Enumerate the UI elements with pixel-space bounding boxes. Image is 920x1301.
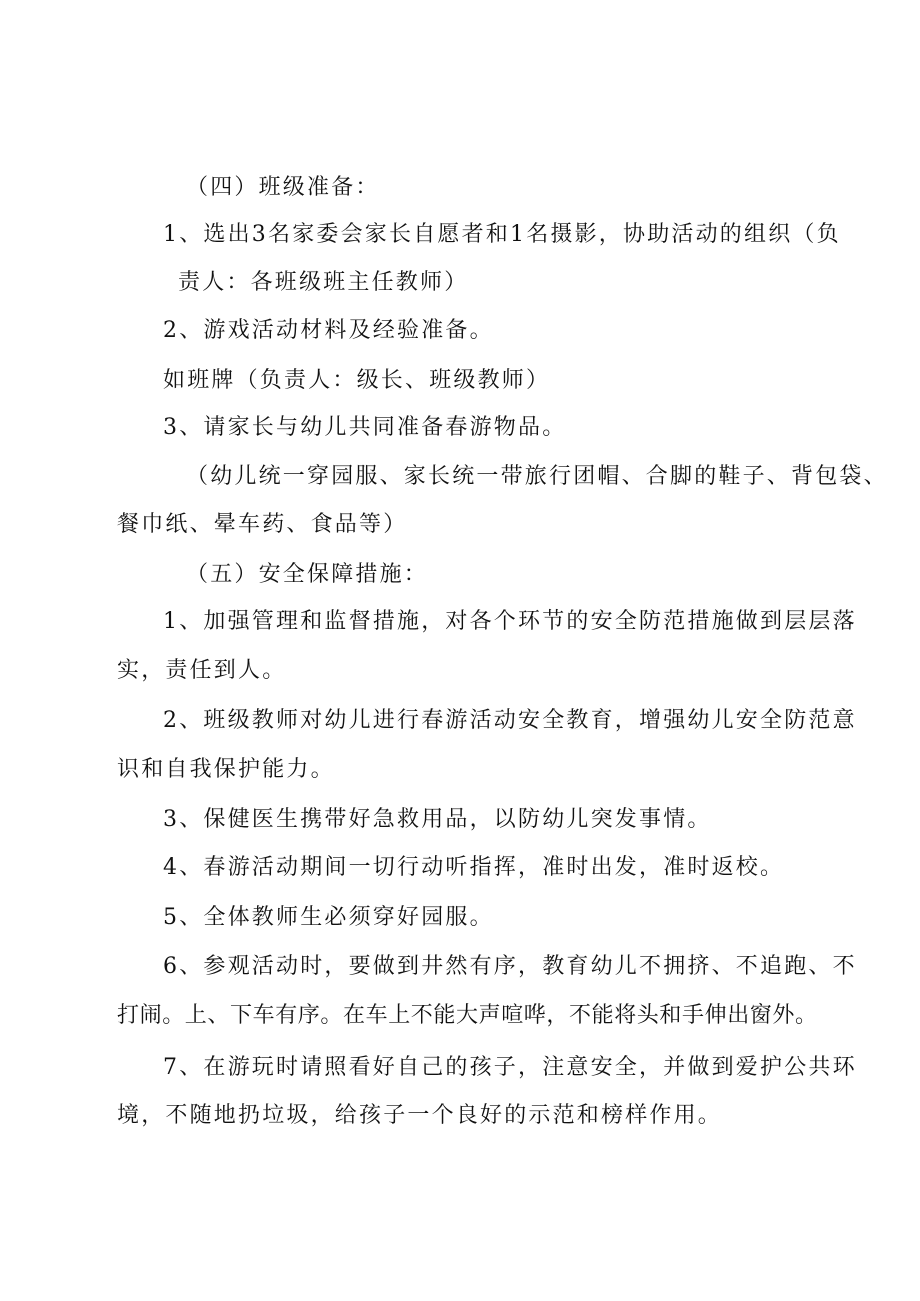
item-5-2-line-1: 2、班级教师对幼儿进行春游活动安全教育，增强幼儿安全防范意 bbox=[163, 708, 857, 733]
item-5-7-line-2: 境，不随地扔垃圾，给孩子一个良好的示范和榜样作用。 bbox=[117, 1103, 723, 1128]
item-4-3-note-line-1: （幼儿统一穿园服、家长统一带旅行团帽、合脚的鞋子、背包袋、 bbox=[186, 464, 888, 489]
item-5-7-line-1: 7、在游玩时请照看好自己的孩子，注意安全，并做到爱护公共环 bbox=[163, 1055, 857, 1080]
item-4-2: 2、游戏活动材料及经验准备。 bbox=[163, 318, 494, 343]
item-5-6-line-2: 打闹。上、下车有序。在车上不能大声喧哗，不能将头和手伸出窗外。 bbox=[117, 1003, 818, 1028]
item-4-1-line-1: 1、选出3名家委会家长自愿者和1名摄影，协助活动的组织（负 bbox=[163, 222, 841, 247]
item-5-2-line-2: 识和自我保护能力。 bbox=[117, 757, 335, 782]
item-4-2-note: 如班牌（负责人：级长、班级教师） bbox=[163, 368, 551, 393]
item-4-1-line-2: 责人：各班级班主任教师） bbox=[178, 270, 469, 295]
item-5-4: 4、春游活动期间一切行动听指挥，准时出发，准时返校。 bbox=[163, 855, 785, 880]
item-4-3-note-line-2: 餐巾纸、晕车药、食品等） bbox=[117, 512, 408, 537]
item-5-6-line-1: 6、参观活动时，要做到井然有序，教育幼儿不拥挤、不追跑、不 bbox=[163, 954, 857, 979]
item-5-1-line-2: 实，责任到人。 bbox=[117, 658, 287, 683]
item-5-1-line-1: 1、加强管理和监督措施，对各个环节的安全防范措施做到层层落 bbox=[163, 609, 857, 634]
section-heading-safety-measures: （五）安全保障措施： bbox=[186, 562, 429, 587]
item-4-3: 3、请家长与幼儿共同准备春游物品。 bbox=[163, 415, 567, 440]
item-5-5: 5、全体教师生必须穿好园服。 bbox=[163, 905, 494, 930]
section-heading-class-preparation: （四）班级准备： bbox=[186, 175, 380, 200]
item-5-3: 3、保健医生携带好急救用品，以防幼儿突发事情。 bbox=[163, 807, 712, 832]
